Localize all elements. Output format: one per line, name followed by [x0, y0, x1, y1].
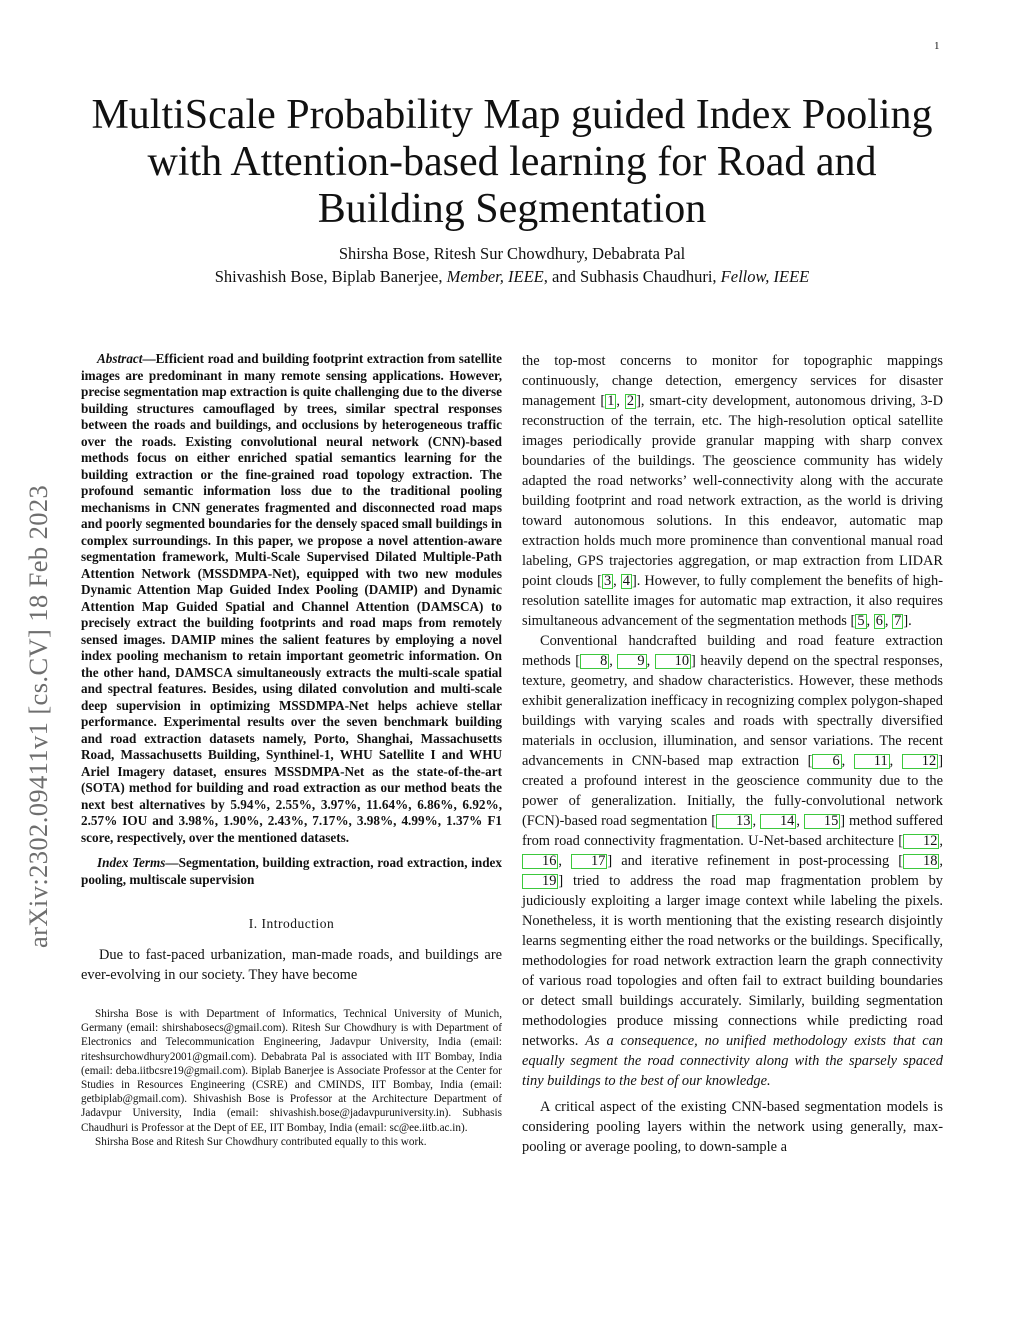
citation-link[interactable]: 17 [571, 854, 607, 869]
intro-paragraph-2: Conventional handcrafted building and road feature extraction methods [ 8 , 9 , 10 ] heavily depend on the spectral responses, texture, geometry, and shadow characteristics. However, these methods exhibit generalization inefficacy in recognizing complex polygon-shaped buildings with varying scales and roads with spectrally diversified materials in occlusion, illumination, and sensor variations. The recent advancements in CNN-based map extraction [ 6 , 11 , 12 ] created a profound interest in the geoscience community due to the power of generalization. Initially, the fully-convolutional network (FCN)-based road segmentation [ 13 , 14 , 15 ] method suffered from road connectivity fragmentation. U-Net-based architecture [ 12 , 16 , 17 ] and iterative refinement in post-processing [ 18 , 19 ] tried to address the road map fragmentation problem by judiciously exploiting a larger image context while labeling the pixels. Nonetheless, it is worth mentioning that the existing research disjointly learns segmenting either the road networks or the buildings. Specifically, methodologies for road network extraction learn the graph connectivity of various road topologies and often fail to extract building boundaries or detect small buildings accurately. Similarly, building segmentation methodologies produce missing connections while predicting road networks. As a consequence, no unified methodology exists that can equally segment the road connectivity along with the sparsely spaced tiny buildings to the best of our knowledge. [522, 633, 944, 1089]
left-column [81, 351, 502, 1149]
text-run: the top-most concerns to monitor for topographic mappings continuously, change detection, emergency services for disaster management [522, 353, 943, 409]
citation-link[interactable]: 18 [903, 854, 939, 869]
authors-line-2-names: Shivashish Bose, Biplab Banerjee, [214, 267, 447, 286]
footnote-equal-contribution: Shirsha Bose and Ritesh Sur Chowdhury contributed equally to this work. [95, 1135, 427, 1148]
emphasized-text: As a consequence, no unified methodology exists that can equally segment the road connectivity along with the sparsely spaced tiny buildings to the best of our knowledge. [522, 1033, 944, 1089]
page-number: 1 [934, 40, 940, 52]
citation-link[interactable]: 7 [894, 613, 902, 629]
abstract-text: —Efficient road and building footprint extraction from satellite images are predominant in many remote sensing applications. However, precise segmentation map extraction is quite challenging due to the diverse building structures camouflaged by trees, similar spectral responses between the roads and buildings, and occlusions by heterogeneous traffic over the roads. Existing convolutional neural network (CNN)-based methods focus on either enriched spatial semantics learning for the building extraction or the fine-grained road topology extraction. The profound semantic information loss due to the traditional pooling mechanisms in CNN generates fragmented and disconnected road maps and poorly segmented boundaries for the densely spaced small buildings in complex surroundings. In this paper, we propose a novel attention-aware segmentation framework, Multi-Scale Supervised Dilated Multiple-Path Attention Network (MSSDMPA-Net), equipped with two new modules Dynamic Attention Map Guided Index Pooling (DAMIP) and Dynamic Attention Map Guided Spatial and Channel Attention (DAMSCA) to precisely extract the building footprints and road maps from remotely sensed images. DAMIP mines the salient features by employing a novel index pooling mechanism to retain important geometric information. On the other hand, DAMSCA simultaneously extracts the multi-scale spatial and spectral features. Besides, using dilated convolution and multi-scale deep supervision in optimizing MSSDMPA-Net helps achieve stellar performance. Experimental results over the seven benchmark building and road extraction datasets namely, Porto, Shanghai, Massachusetts Road, Massachusetts Building, Synthinel-1, WHU Satellite I and WHU Ariel Imagery dataset, ensures MSSDMPA-Net as the state-of-the-art (SOTA) method for building and road extraction as our method beats the next best alternatives by 5.94%, 2.55%, 3.97%, 11.64%, 6.86%, 6.92%, 2.57% IOU and 3.98%, 1.90%, 2.43%, 7.17%, 3.98%, 4.99%, 1.37% F1 score, respectively, over the mentioned datasets. [81, 351, 502, 845]
text-run: . [908, 613, 912, 629]
citation-link[interactable]: 8 [580, 654, 609, 669]
citation-link[interactable]: 16 [522, 854, 558, 869]
text-run: . However, to fully complement the benefits of high-resolution satellite images for automatic map extraction, it also requires simultaneous advancement of the segmentation methods [522, 573, 943, 629]
index-terms-text: —Segmentation, building extraction, road extraction, index pooling, multiscale supervision [81, 855, 502, 887]
citation-link[interactable]: 11 [854, 754, 890, 769]
text-run: tried to address the road map fragmentation problem by judiciously exploiting a larger image context while labeling the pixels. Nonetheless, it is worth mentioning that the existing research disjointly learns segmenting either the road networks or the buildings. Specifically, methodologies for road network extraction learn the graph connectivity of various road topologies and often fail to extract building boundaries or detect small buildings accurately. Similarly, building segmentation methodologies produce missing connections while predicting road networks. [522, 873, 943, 1049]
citation-link[interactable]: 3 [603, 573, 612, 589]
citation-link[interactable]: 15 [804, 814, 840, 829]
section-heading-introduction: I. Introduction [248, 916, 335, 931]
authors-line-2 [80, 265, 944, 288]
citation-link[interactable]: 13 [716, 814, 752, 829]
citation-link[interactable]: 1 [607, 393, 615, 409]
abstract-label: Abstract [97, 351, 143, 366]
intro-paragraph-3: A critical aspect of the existing CNN-based segmentation models is considering pooling layers within the network using generally, max-pooling or average pooling, to down-sample a [522, 1099, 943, 1155]
text-run: heavily depend on the spectral responses, texture, geometry, and shadow characteristics. However, these methods exhibit generalization inefficacy in recognizing complex polygon-shaped buildings with varying scales and roads with spectrally diversified materials in occlusion, illumination, and sensor variations. The recent advancements in CNN-based map extraction [522, 653, 943, 769]
paper-title: MultiScale Probability Map guided Index Pooling with Attention-based learning for Road and Building Segmentation [91, 92, 933, 232]
citation-link[interactable]: 5 [857, 613, 865, 629]
right-column [522, 351, 943, 1157]
authors-line-2-names-b: , and Subhasis Chaudhuri, [543, 267, 721, 286]
fellow-ieee-label: Fellow, IEEE [720, 267, 810, 286]
citation-link[interactable]: 4 [622, 573, 630, 589]
citation-link[interactable]: 2 [626, 393, 635, 409]
citation-link[interactable]: 14 [760, 814, 796, 829]
text-run: created a profound interest in the geoscience community due to the power of generalization. Initially, the fully-convolutional network (FCN)-based road segmentation [522, 773, 943, 829]
footnotes [81, 1007, 502, 1149]
text-run: method suffered from road connectivity fragmentation. U-Net-based architecture [522, 813, 943, 849]
citation-link[interactable]: 10 [655, 654, 691, 669]
author-list [80, 242, 944, 288]
citation-link[interactable]: 12 [902, 754, 938, 769]
citation-link[interactable]: 6 [875, 613, 883, 629]
citation-link[interactable]: 12 [903, 834, 939, 849]
citation-link[interactable]: 6 [812, 754, 841, 769]
text-run: and iterative refinement in post-processing [612, 853, 899, 869]
footnote-affiliations: Shirsha Bose is with Department of Informatics, Technical University of Munich, Germany (email: shirshabosecs@gmail.com). Ritesh Sur Chowdhury is with Department of Electronics and Telecommunication Engineering, Jadavpur University, India (email: riteshsurchowdhury2001@gmail.com). Debabrata Pal is associated with IIT Bombay, India (email: deba.iitbcsre19@gmail.com). Biplab Banerjee is Associate Professor at the Center for Studies in Resources Engineering (CSRE) and CMINDS, IIT Bombay, India (email: getbiplab@gmail.com). Shivashish Bose is Professor at the Architecture Department of Jadavpur University, India (email: shivashish.bose@jadavpuruniversity.in). Subhasis Chaudhuri is Professor at the Dept of EE, IIT Bombay, India (email: sc@ee.iitb.ac.in). [81, 1008, 502, 1134]
member-ieee-label: Member, IEEE [446, 267, 544, 286]
authors-line-1: Shirsha Bose, Ritesh Sur Chowdhury, Debabrata Pal [338, 244, 686, 263]
arxiv-identifier-stamp[interactable]: arXiv:2302.09411v1 [cs.CV] 18 Feb 2023 [23, 484, 53, 948]
index-terms-label: Index Terms [97, 855, 166, 870]
text-run: , smart-city development, autonomous driving, 3-D reconstruction of the terrain, etc. The high-resolution optical satellite images periodically provide granular mapping with sharp convex boundaries of the buildings. The geoscience community has widely adapted the road networks’ well-connectivity along with the accurate building footprint and road network extraction, as the world is driving toward autonomous solutions. In this endeavor, automatic map extraction holds much more prominence than conventional manual road labeling, GPS trajectories aggregation, or map extraction from LIDAR point clouds [522, 393, 943, 589]
text-run: Conventional handcrafted building and road feature extraction methods [522, 633, 943, 669]
citation-link[interactable]: 9 [617, 654, 646, 669]
intro-paragraph-1-continued: the top-most concerns to monitor for topographic mappings continuously, change detection, emergency services for disaster management [ 1 , 2 ], smart-city development, autonomous driving, 3-D reconstruction of the terrain, etc. The high-resolution optical satellite images periodically provide granular mapping with sharp convex boundaries of the buildings. The geoscience community has widely adapted the road networks’ well-connectivity along with the accurate building footprint and road network extraction, as the world is driving toward autonomous solutions. In this endeavor, automatic map extraction holds much more prominence than conventional manual road labeling, GPS trajectories aggregation, or map extraction from LIDAR point clouds [ 3 , 4 ]. However, to fully complement the benefits of high-resolution satellite images for automatic map extraction, it also requires simultaneous advancement of the segmentation methods [ 5 , 6 , 7 ]. [522, 353, 943, 629]
citation-link[interactable]: 19 [522, 874, 558, 889]
index-terms [81, 855, 502, 888]
intro-paragraph-1: Due to fast-paced urbanization, man-made roads, and buildings are ever-evolving in our society. They have become [81, 947, 502, 983]
abstract [81, 351, 502, 846]
